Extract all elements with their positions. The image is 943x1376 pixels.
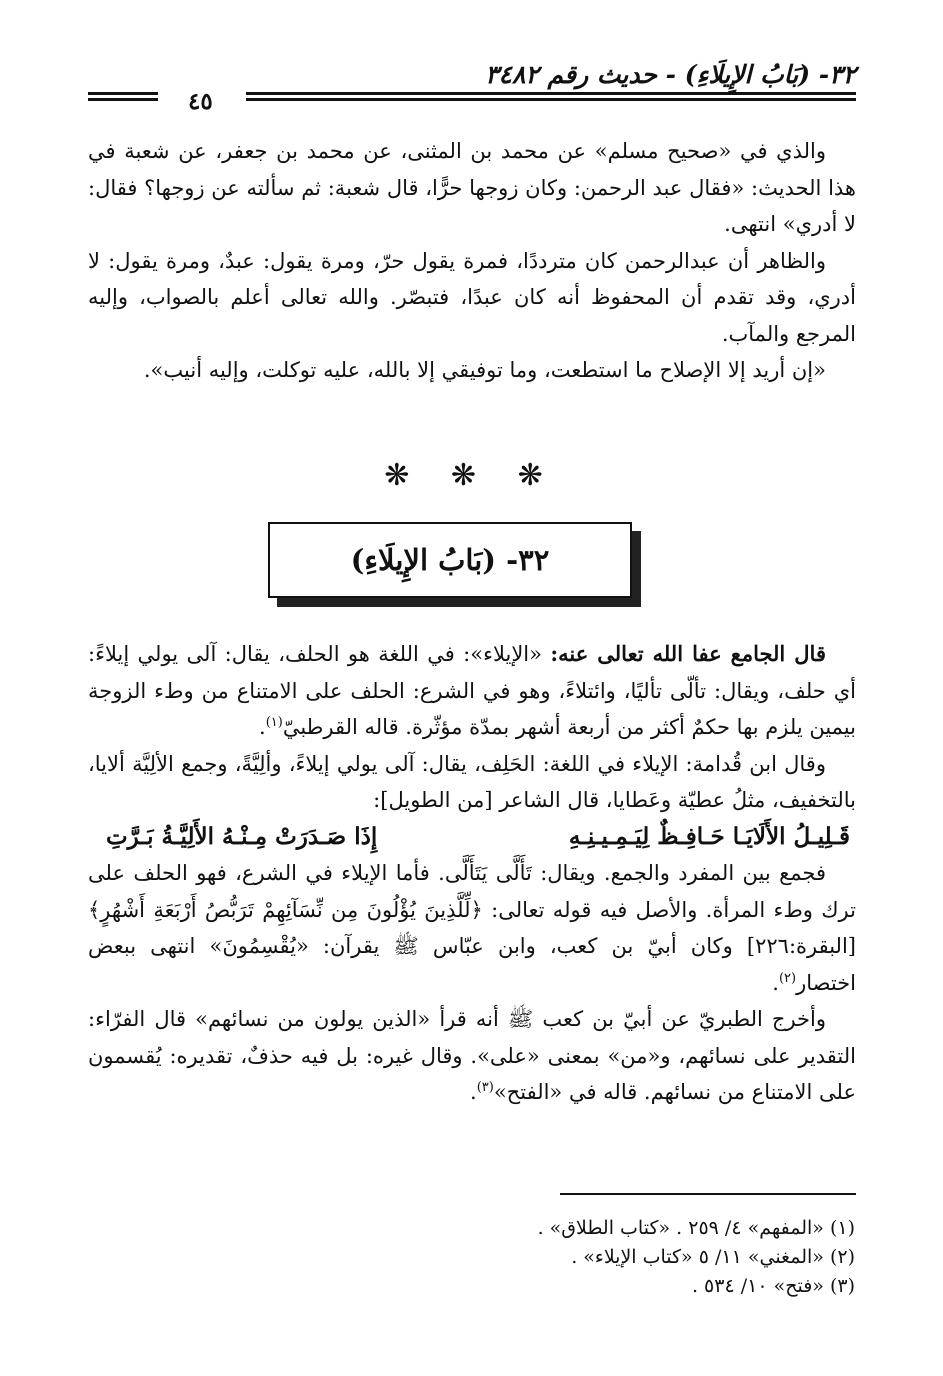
header-rule-left	[88, 92, 158, 95]
page-number: ٤٥	[188, 88, 213, 115]
paragraph-text: وأخرج الطبريّ عن أبيّ بن كعب ﷺ أنه قرأ «الذين يولون من نسائهم» قال الفرّاء: التقدير على نسائهم، و«من» بمعنى «على». وقال غيره: بل فيه حذفٌ، تقديره: يُقسمون على الامتناع من نسائهم. قاله في «الفتح»	[88, 1007, 856, 1104]
poem-verse	[88, 819, 856, 856]
running-title: ٣٢- (بَابُ الإِيلَاءِ) - حديث رقم ٣٤٨٢	[485, 60, 856, 89]
author-lead: قال الجامع عفا الله تعالى عنه:	[550, 641, 826, 666]
header-rule-right	[246, 92, 856, 95]
verse-first-hemistich: قَـلِيـلُ الأَلَايَـا حَـافِـظٌ لِيَـمِـيـنِـهِ	[568, 822, 850, 850]
paragraph-end: .	[259, 715, 266, 739]
paragraph: «إن أريد إلا الإصلاح ما استطعت، وما توفيقي إلا بالله، عليه توكلت، وإليه أنيب».	[143, 358, 826, 382]
paragraph: والذي في «صحيح مسلم» عن محمد بن المثنى، عن محمد بن جعفر، عن شعبة في هذا الحديث: «فقال عبد الرحمن: وكان زوجها حرًّا، قال شعبة: ثم سألته عن زوجها؟ فقال: لا أدري» انتهى.	[88, 139, 856, 236]
paragraph	[88, 636, 856, 746]
paragraph	[88, 855, 856, 1001]
chapter-heading	[268, 522, 632, 598]
paragraph-text: «الإيلاء»: في اللغة هو الحلف، يقال: آلى يولي إيلاءً: أي حلف، ويقال: تألّى تأليًا، وائتلاءً، وهو في الشرع: الحلف على الامتناع من وطء الزوجة بيمين يلزم بها حكمٌ أكثر من أربعة أشهر بمدّة مؤثّرة. قاله القرطبيّ	[88, 642, 856, 739]
paragraph-end: .	[470, 1080, 477, 1104]
verse-second-hemistich: إِذَا صَـدَرَتْ مِـنْـهُ الأَلِيَّـةُ بَـرَّتِ	[106, 822, 378, 850]
chapter-title: ٣٢- (بَابُ الإِيلَاءِ)	[350, 543, 550, 577]
paragraph-text: فجمع بين المفرد والجمع. ويقال: تَأَلَّى يَتَأَلَّى. فأما الإيلاء في الشرع، فهو الحلف على ترك وطء المرأة. والأصل فيه قوله تعالى: ﴿لِّلَّذِينَ يُؤْلُونَ مِن نِّسَآئِهِمْ تَرَبُّصُ أَرْبَعَةِ أَشْهُرٍ﴾ [البقرة:٢٢٦] وكان أبيّ بن كعب، وابن عبّاس ﷺ يقرآن: «يُقْسِمُونَ» انتهى ببعض اختصار	[88, 861, 856, 995]
body-text-chapter	[88, 636, 856, 1111]
footnote: (١) «المفهم» ٤/ ٢٥٩ . «كتاب الطلاق» .	[537, 1217, 855, 1239]
footnote-ref: (٢)	[778, 970, 797, 986]
paragraph	[88, 1001, 856, 1111]
footnote-ref: (٣)	[476, 1080, 494, 1095]
footnote-ref: (١)	[265, 715, 283, 730]
body-text-top	[88, 133, 856, 389]
footnote: (٢) «المغني» ١١/ ٥ «كتاب الإيلاء» .	[571, 1246, 855, 1268]
paragraph: والظاهر أن عبدالرحمن كان مترددًا، فمرة يقول حرّ، ومرة يقول: عبدٌ، ومرة يقول: لا أدري، وقد تقدم أن المحفوظ أنه كان عبدًا، فتبصّر. والله تعالى أعلم بالصواب، وإليه المرجع والمآب.	[88, 248, 856, 346]
paragraph: وقال ابن قُدامة: الإيلاء في اللغة: الحَلِف، يقال: آلى يولي إيلاءً، وألِيَّةً، وجمع الألِيَّة ألايا، بالتخفيف، مثلُ عطيّة وعَطايا، قال الشاعر [من الطويل]:	[88, 751, 856, 812]
footnotes	[355, 1214, 855, 1301]
page-header	[88, 50, 856, 115]
section-separator: ❋ ❋ ❋	[384, 458, 559, 493]
footnote: (٣) «فتح» ١٠/ ٥٣٤ .	[691, 1275, 855, 1297]
footnote-divider	[560, 1193, 856, 1195]
paragraph-end: .	[772, 970, 779, 995]
